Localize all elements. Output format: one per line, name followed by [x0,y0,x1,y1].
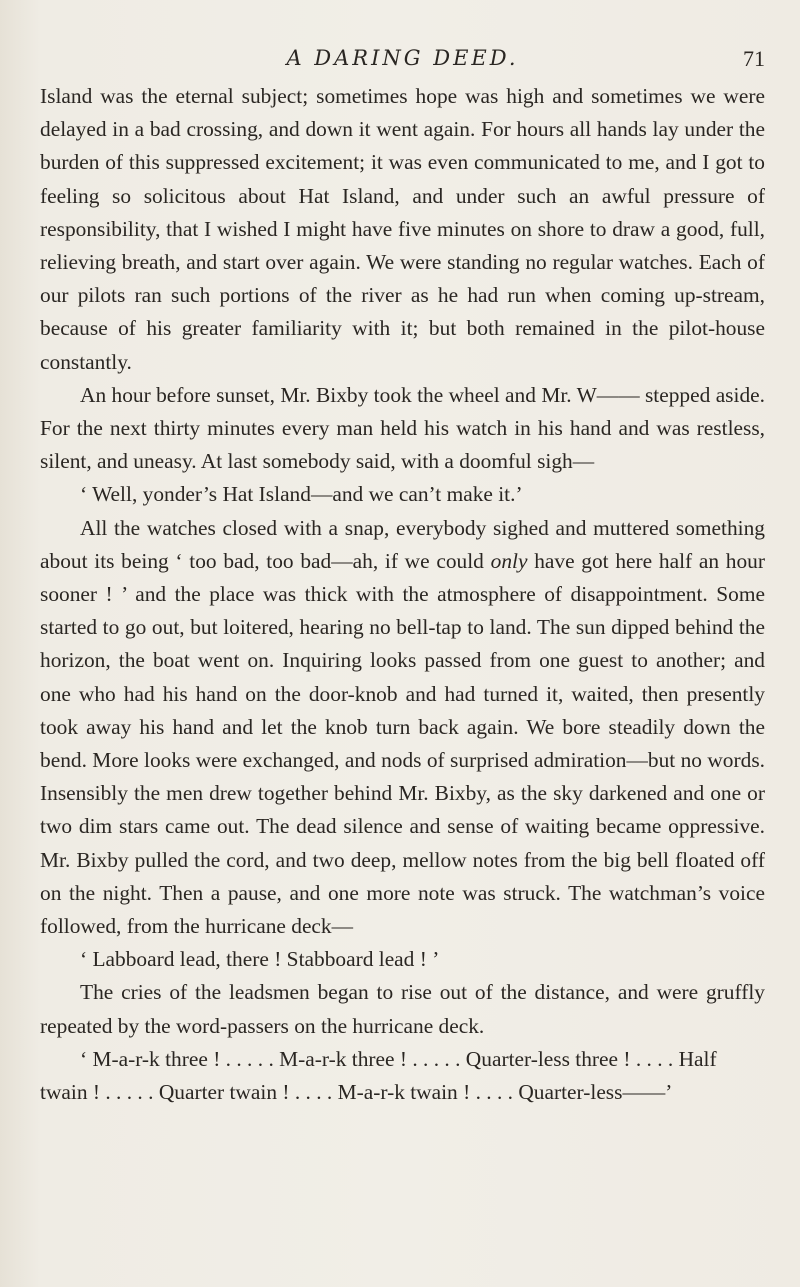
paragraph [40,512,765,944]
paragraph-text: have got here half an hour sooner ! ’ and the place was thick with the atmosphere of disappointment. Some started to go out, but loitered, hearing no bell-tap to land. The sun dipped behind the horizon, the boat went on. Inquiring looks passed from one guest to another; and one who had his hand on the door-knob and had turned it, waited, then presently took away his hand and let the knob turn back again. We bore steadily down the bend. More looks were exchanged, and nods of surprised admiration—but no words. Insensibly the men drew together behind Mr. Bixby, as the sky darkened and one or two dim stars came out. The dead silence and sense of waiting became oppressive. Mr. Bixby pulled the cord, and two deep, mellow notes from the big bell floated off on the night. Then a pause, and one more note was struck. The watchman’s voice followed, from the hurricane deck— [40,548,765,939]
italic-emphasis: only [490,548,528,573]
paragraph: ‘ Well, yonder’s Hat Island—and we can’t make it.’ [80,482,523,507]
running-title: A DARING DEED. [286,46,519,70]
paragraph: The cries of the leadsmen began to rise out of the distance, and were gruffly repeated by the word-passers on the hurricane deck. [40,980,765,1038]
paragraph: An hour before sunset, Mr. Bixby took the wheel and Mr. W—— stepped aside. For the next thirty minutes every man held his watch in his hand and was restless, silent, and uneasy. At last somebody said, with a doomful sigh— [40,382,765,474]
page-number: 71 [743,46,765,71]
paragraph: ‘ M-a-r-k three ! . . . . . M-a-r-k three ! . . . . . Quarter-less three ! . . . . Half twain ! . . . . . Quarter twain ! . . . . M-a-r-k twain ! . . . . Quarter-less——’ [40,1046,717,1105]
paragraph-text: All the watches closed with a snap, everybody sighed and muttered something about its being ‘ too bad, too bad—ah, if we could [40,515,765,573]
paragraph: Island was the eternal subject; sometimes hope was high and sometimes we were delayed in a bad crossing, and down it went again. For hours all hands lay under the burden of this suppressed excitement; it was even communicated to me, and I got to feeling so solicitous about Hat Island, and under such an awful pressure of responsibility, that I wished I might have five minutes on shore to draw a good, full, relieving breath, and start over again. We were standing no regular watches. Each of our pilots ran such portions of the river as he had run when coming up-stream, because of his greater familiarity with it; but both remained in the pilot-house constantly. [40,84,765,374]
page-header [40,46,765,76]
body-text [40,80,765,1109]
paragraph: ‘ Labboard lead, there ! Stabboard lead ! ’ [80,947,440,972]
